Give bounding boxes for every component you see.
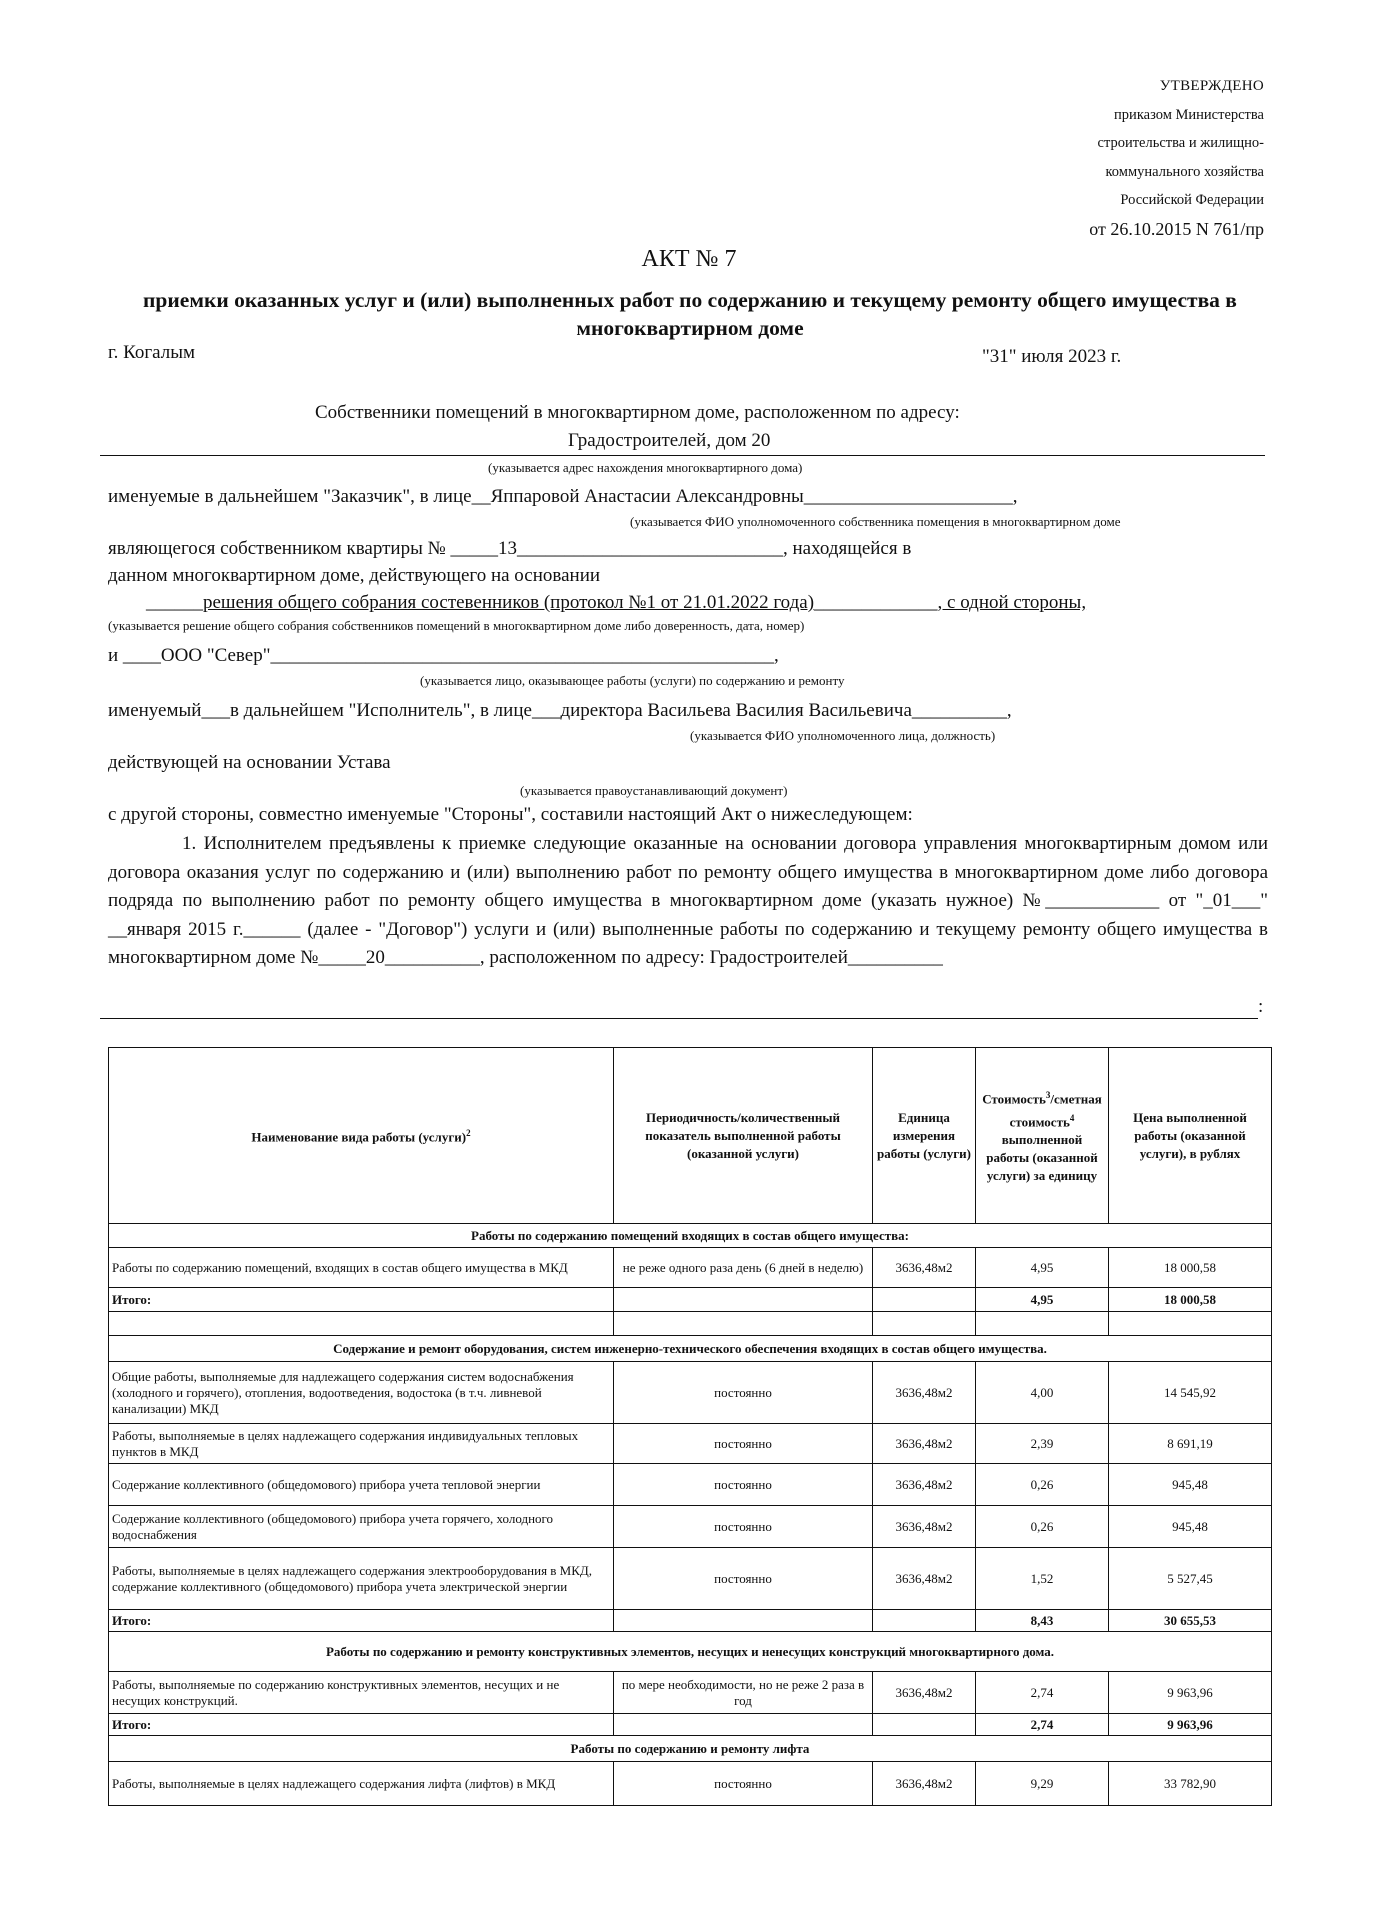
header-cost: Стоимость$^3$/сметная стоимость$^4$ выполненной работы (оказанной услуги) за единицу — [976, 1048, 1109, 1224]
city: г. Когалым — [108, 342, 196, 363]
executor-mid: в дальнейшем "Исполнитель", в лице — [229, 700, 532, 721]
apartment-prefix: являющегося собственником квартиры № — [108, 538, 446, 559]
header-unit: Единица измерения работы (услуги) — [873, 1048, 976, 1224]
section-1-total: Итого: 4,95 18 000,58 — [109, 1288, 1272, 1312]
contractor-line: и ____ООО "Север"_____________________________________________________, — [108, 645, 779, 666]
act-subtitle: приемки оказанных услуг и (или) выполненных работ по содержанию и текущему ремонту общего имущества в многоквартирном доме — [143, 288, 1237, 340]
apartment-number: 13 — [497, 538, 517, 559]
approval-line-1: УТВЕРЖДЕНО — [1159, 78, 1264, 94]
clause-1-house: 20 — [365, 947, 385, 968]
section-1-title: Работы по содержанию помещений входящих в состав общего имущества: — [109, 1224, 1272, 1248]
clause-1-text-a: 1. Исполнителем предъявлены к приемке следующие оказанные на основании договора управления многоквартирным домом или договора оказания услуг по содержанию и (или) выполнению работ по ремонту общего имущества в многоквартирном доме либо договора подряда по выполнению работ по ремонту общего имущества в многоквартирном доме (указать нужное) № — [108, 833, 1268, 911]
customer-name: Яппаровой Анастасии Александровны — [490, 486, 804, 507]
clause-underline — [100, 1018, 1258, 1019]
approval-line-6: от 26.10.2015 N 761/пр — [1089, 218, 1264, 239]
table-row: Содержание коллективного (общедомового) прибора учета горячего, холодного водоснабжения постоянно 3636,48м2 0,26 945,48 — [109, 1506, 1272, 1548]
clause-1-day: _01 — [1203, 890, 1232, 911]
address-hint: (указывается адрес нахождения многоквартирного дома) — [488, 460, 803, 475]
house-address: Градостроителей, дом 20 — [568, 430, 771, 451]
customer-prefix: именуемые в дальнейшем "Заказчик", в лице — [108, 486, 472, 507]
approval-line-2: приказом Министерства — [1114, 106, 1264, 123]
section-3-total: Итого: 2,74 9 963,96 — [109, 1714, 1272, 1736]
table-row: Работы, выполняемые в целях надлежащего содержания индивидуальных тепловых пунктов в МКД постоянно 3636,48м2 2,39 8 691,19 — [109, 1424, 1272, 1464]
table-header-row — [109, 1048, 1272, 1224]
basis-suffix: , с одной стороны, — [937, 592, 1087, 613]
works-table — [108, 1047, 1272, 1806]
contractor-hint: (указывается лицо, оказывающее работы (услуги) по содержанию и ремонту — [420, 673, 845, 688]
table-row: Содержание коллективного (общедомового) прибора учета тепловой энергии постоянно 3636,48м2 0,26 945,48 — [109, 1464, 1272, 1506]
clause-1-street: Градостроителей — [709, 947, 848, 968]
header-period: Периодичность/количественный показатель выполненной работы (оказанной услуги) — [614, 1048, 873, 1224]
table-row: Работы, выполняемые в целях надлежащего содержания лифта (лифтов) в МКД постоянно 3636,48м2 9,29 33 782,90 — [109, 1762, 1272, 1806]
executor-prefix: именуемый — [108, 700, 202, 721]
empty-row — [109, 1312, 1272, 1336]
act-title: АКТ № 7 — [641, 246, 737, 272]
apartment-line: являющегося собственником квартиры № _____13____________________________, находящейся в — [108, 538, 912, 559]
clause-1: 1. Исполнителем предъявлены к приемке следующие оказанные на основании договора управления многоквартирным домом или договора оказания услуг по содержанию и (или) выполнению работ по ремонту общего имущества в многоквартирном доме либо договора подряда по выполнению работ по ремонту общего имущества в многоквартирном доме (указать нужное) №____________ от "_01___" __января 2015 г.______ (далее - "Договор") услуги и (или) выполненные работы по содержанию и текущему ремонту общего имущества в многоквартирном доме №_____20__________, расположенном по адресу: Градостроителей__________ — [108, 833, 1269, 968]
basis-line: ______решения общего собрания состевенников (протокол №1 от 21.01.2022 года)_____________, с одной стороны, — [146, 592, 1087, 613]
header-name: Наименование вида работы (услуги)$^2$ — [109, 1048, 614, 1224]
approval-line-5: Российской Федерации — [1120, 192, 1264, 208]
customer-hint: (указывается ФИО уполномоченного собственника помещения в многоквартирном доме — [630, 514, 1121, 529]
basis-text: решения общего собрания состевенников (протокол №1 от 21.01.2022 года) — [203, 592, 815, 613]
parties-line: с другой стороны, совместно именуемые "Стороны", составили настоящий Акт о нижеследующем: — [108, 804, 913, 825]
acting-basis: действующей на основании Устава — [108, 752, 391, 773]
customer-line: именуемые в дальнейшем "Заказчик", в лице__Яппаровой Анастасии Александровны______________________, — [108, 486, 1018, 507]
header-price: Цена выполненной работы (оказанной услуги), в рублях — [1109, 1048, 1272, 1224]
owners-intro: Собственники помещений в многоквартирном доме, расположенном по адресу: — [315, 402, 960, 423]
contractor-name: ООО "Север" — [160, 645, 271, 666]
table-row: Работы по содержанию помещений, входящих в состав общего имущества в МКД не реже одного раза день (6 дней в неделю) 3636,48м2 4,95 18 000,58 — [109, 1248, 1272, 1288]
act-date: "31" июля 2023 г. — [982, 346, 1122, 367]
approval-block — [1089, 72, 1264, 243]
section-2-total: Итого: 8,43 30 655,53 — [109, 1610, 1272, 1632]
contractor-prefix: и — [108, 645, 119, 666]
table-row: Работы, выполняемые в целях надлежащего содержания электрооборудования в МКД, содержание коллективного (общедомового) прибора учета электрической энергии постоянно 3636,48м2 1,52 5 527,45 — [109, 1548, 1272, 1610]
address-underline — [100, 455, 1265, 456]
section-3-title: Работы по содержанию и ремонту конструктивных элементов, несущих и ненесущих конструкций многоквартирного дома. — [109, 1632, 1272, 1672]
approval-line-3: строительства и жилищно- — [1097, 135, 1264, 151]
basis-hint: (указывается решение общего собрания собственников помещений в многоквартирном доме либо доверенность, дата, номер) — [108, 618, 805, 633]
basis-intro: данном многоквартирном доме, действующего на основании — [108, 565, 601, 586]
approval-line-4: коммунального хозяйства — [1105, 163, 1264, 180]
section-4-title: Работы по содержанию и ремонту лифта — [109, 1736, 1272, 1762]
acting-hint: (указывается правоустанавливающий документ) — [520, 783, 788, 798]
executor-hint: (указывается ФИО уполномоченного лица, должность) — [690, 728, 996, 743]
table-row: Работы, выполняемые по содержанию конструктивных элементов, несущих и не несущих конструкций. по мере необходимости, но не реже 2 раза в год 3636,48м2 2,74 9 963,96 — [109, 1672, 1272, 1714]
executor-name: директора Васильева Василия Васильевича — [560, 700, 912, 721]
section-2-title: Содержание и ремонт оборудования, систем инженерно-технического обеспечения входящих в состав общего имущества. — [109, 1336, 1272, 1362]
apartment-suffix: , находящейся в — [782, 538, 912, 559]
table-row: Общие работы, выполняемые для надлежащего содержания систем водоснабжения (холодного и горячего), отопления, водоотведения, водостока (в т.ч. ливневой канализации) МКД постоянно 3636,48м2 4,00 14 545,92 — [109, 1362, 1272, 1424]
clause-colon: : — [1258, 996, 1264, 1017]
executor-line: именуемый___в дальнейшем "Исполнитель", в лице___директора Васильева Василия Васильевича__________, — [108, 700, 1012, 721]
clause-1-month-year: января 2015 г. — [127, 918, 244, 940]
